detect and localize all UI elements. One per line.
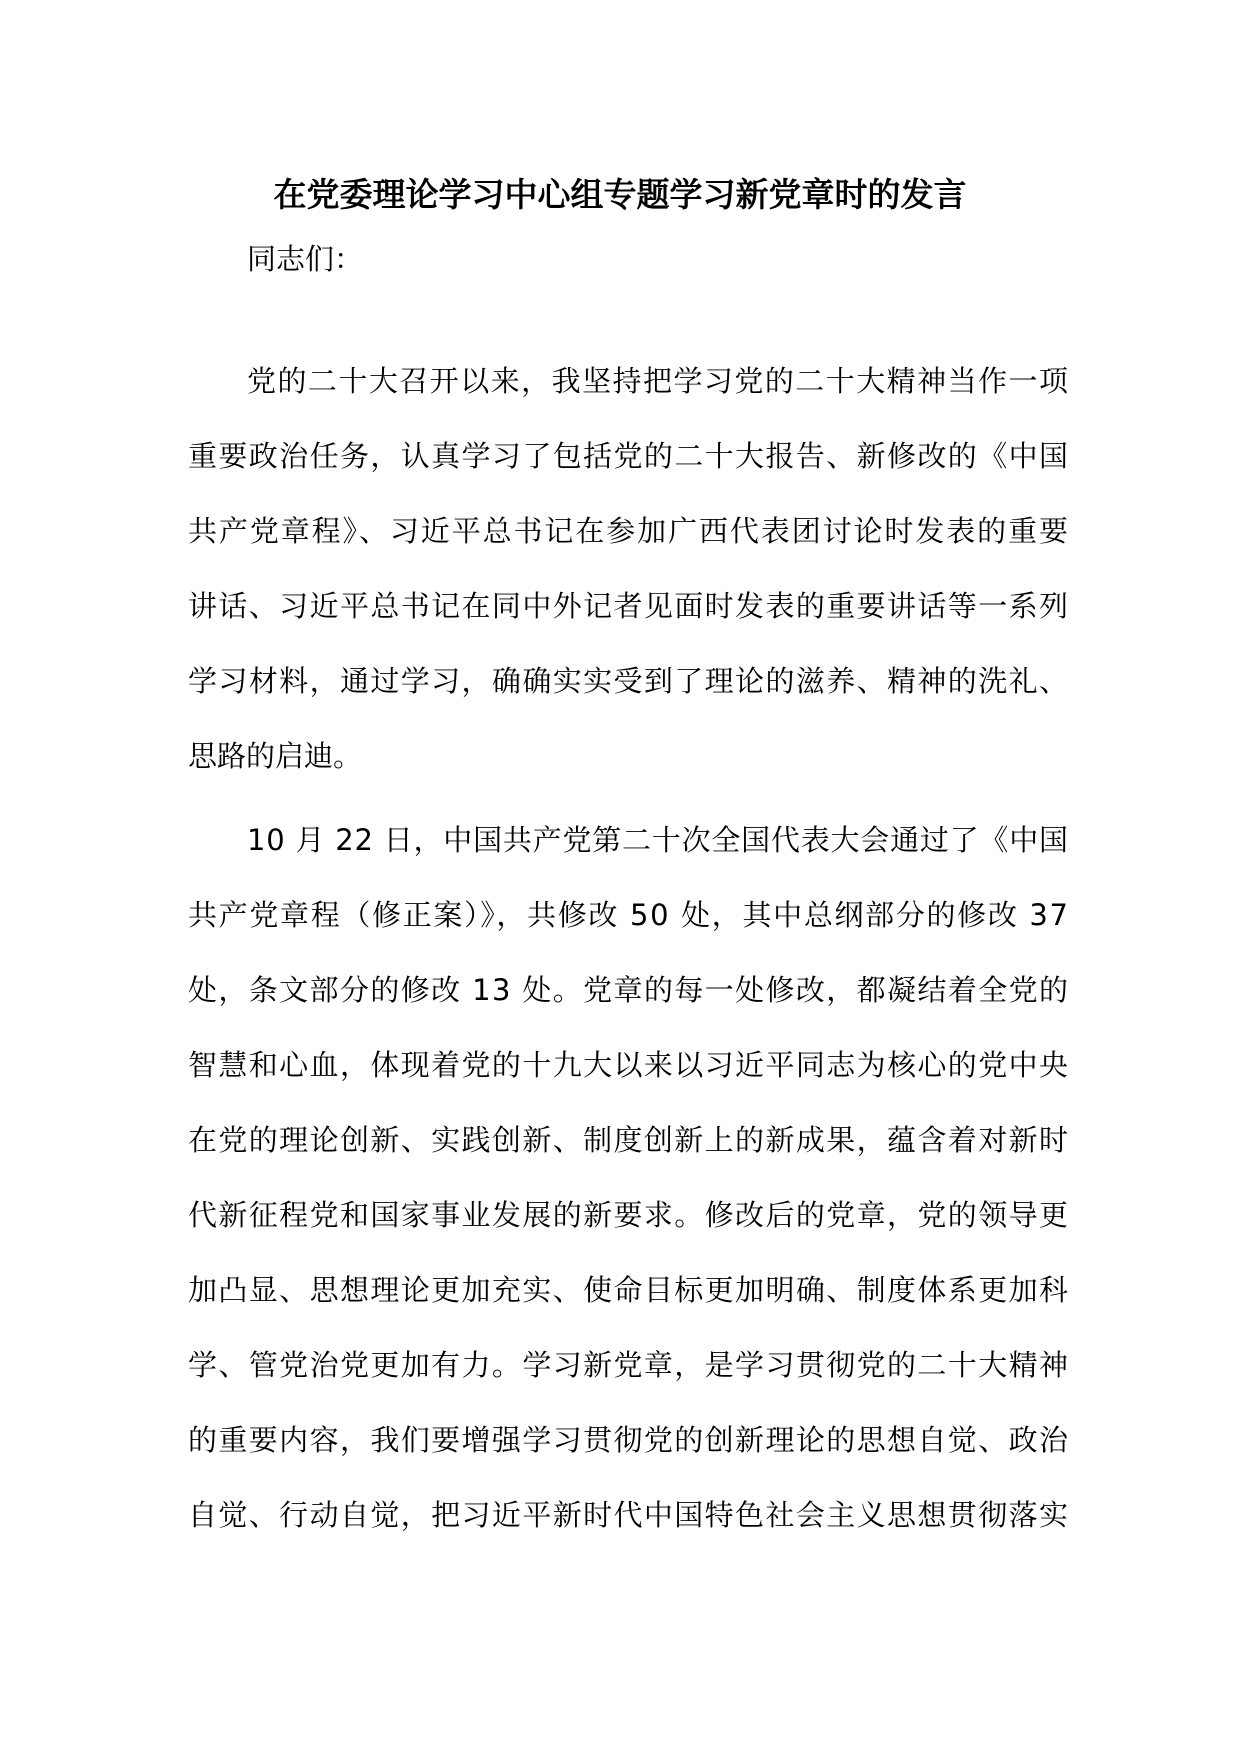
paragraph-line: 共产党章程（修正案）》，共修改 50 处，其中总纲部分的修改 37 xyxy=(188,898,1070,932)
paragraph-line: 的重要内容，我们要增强学习贯彻党的创新理论的思想自觉、政治 xyxy=(188,1423,1070,1457)
paragraph-line: 自觉、行动自觉，把习近平新时代中国特色社会主义思想贯彻落实 xyxy=(188,1498,1070,1532)
paragraph-line: 共产党章程》、习近平总书记在参加广西代表团讨论时发表的重要 xyxy=(188,514,1070,548)
paragraph-line: 党的二十大召开以来，我坚持把学习党的二十大精神当作一项 xyxy=(247,364,1070,398)
paragraph-line: 思路的启迪。 xyxy=(188,739,363,773)
paragraph-line: 代新征程党和国家事业发展的新要求。修改后的党章，党的领导更 xyxy=(188,1198,1070,1232)
document-title: 在党委理论学习中心组专题学习新党章时的发言 xyxy=(273,175,967,214)
paragraph-line: 处，条文部分的修改 13 处。党章的每一处修改，都凝结着全党的 xyxy=(188,973,1070,1007)
paragraph-line: 加凸显、思想理论更加充实、使命目标更加明确、制度体系更加科 xyxy=(188,1273,1070,1307)
paragraph-line: 在党的理论创新、实践创新、制度创新上的新成果，蕴含着对新时 xyxy=(188,1123,1070,1157)
paragraph-line: 学习材料，通过学习，确确实实受到了理论的滋养、精神的洗礼、 xyxy=(188,664,1070,698)
paragraph-1 xyxy=(188,356,1068,806)
paragraph-line: 重要政治任务，认真学习了包括党的二十大报告、新修改的《中国 xyxy=(188,439,1070,473)
paragraph-line: 10 月 22 日，中国共产党第二十次全国代表大会通过了《中国 xyxy=(247,823,1069,857)
salutation: 同志们： xyxy=(247,242,364,276)
paragraph-2 xyxy=(188,815,1068,1565)
paragraph-line: 学、管党治党更加有力。学习新党章，是学习贯彻党的二十大精神 xyxy=(188,1348,1070,1382)
paragraph-line: 智慧和心血，体现着党的十九大以来以习近平同志为核心的党中央 xyxy=(188,1048,1070,1082)
paragraph-line: 讲话、习近平总书记在同中外记者见面时发表的重要讲话等一系列 xyxy=(188,589,1070,623)
